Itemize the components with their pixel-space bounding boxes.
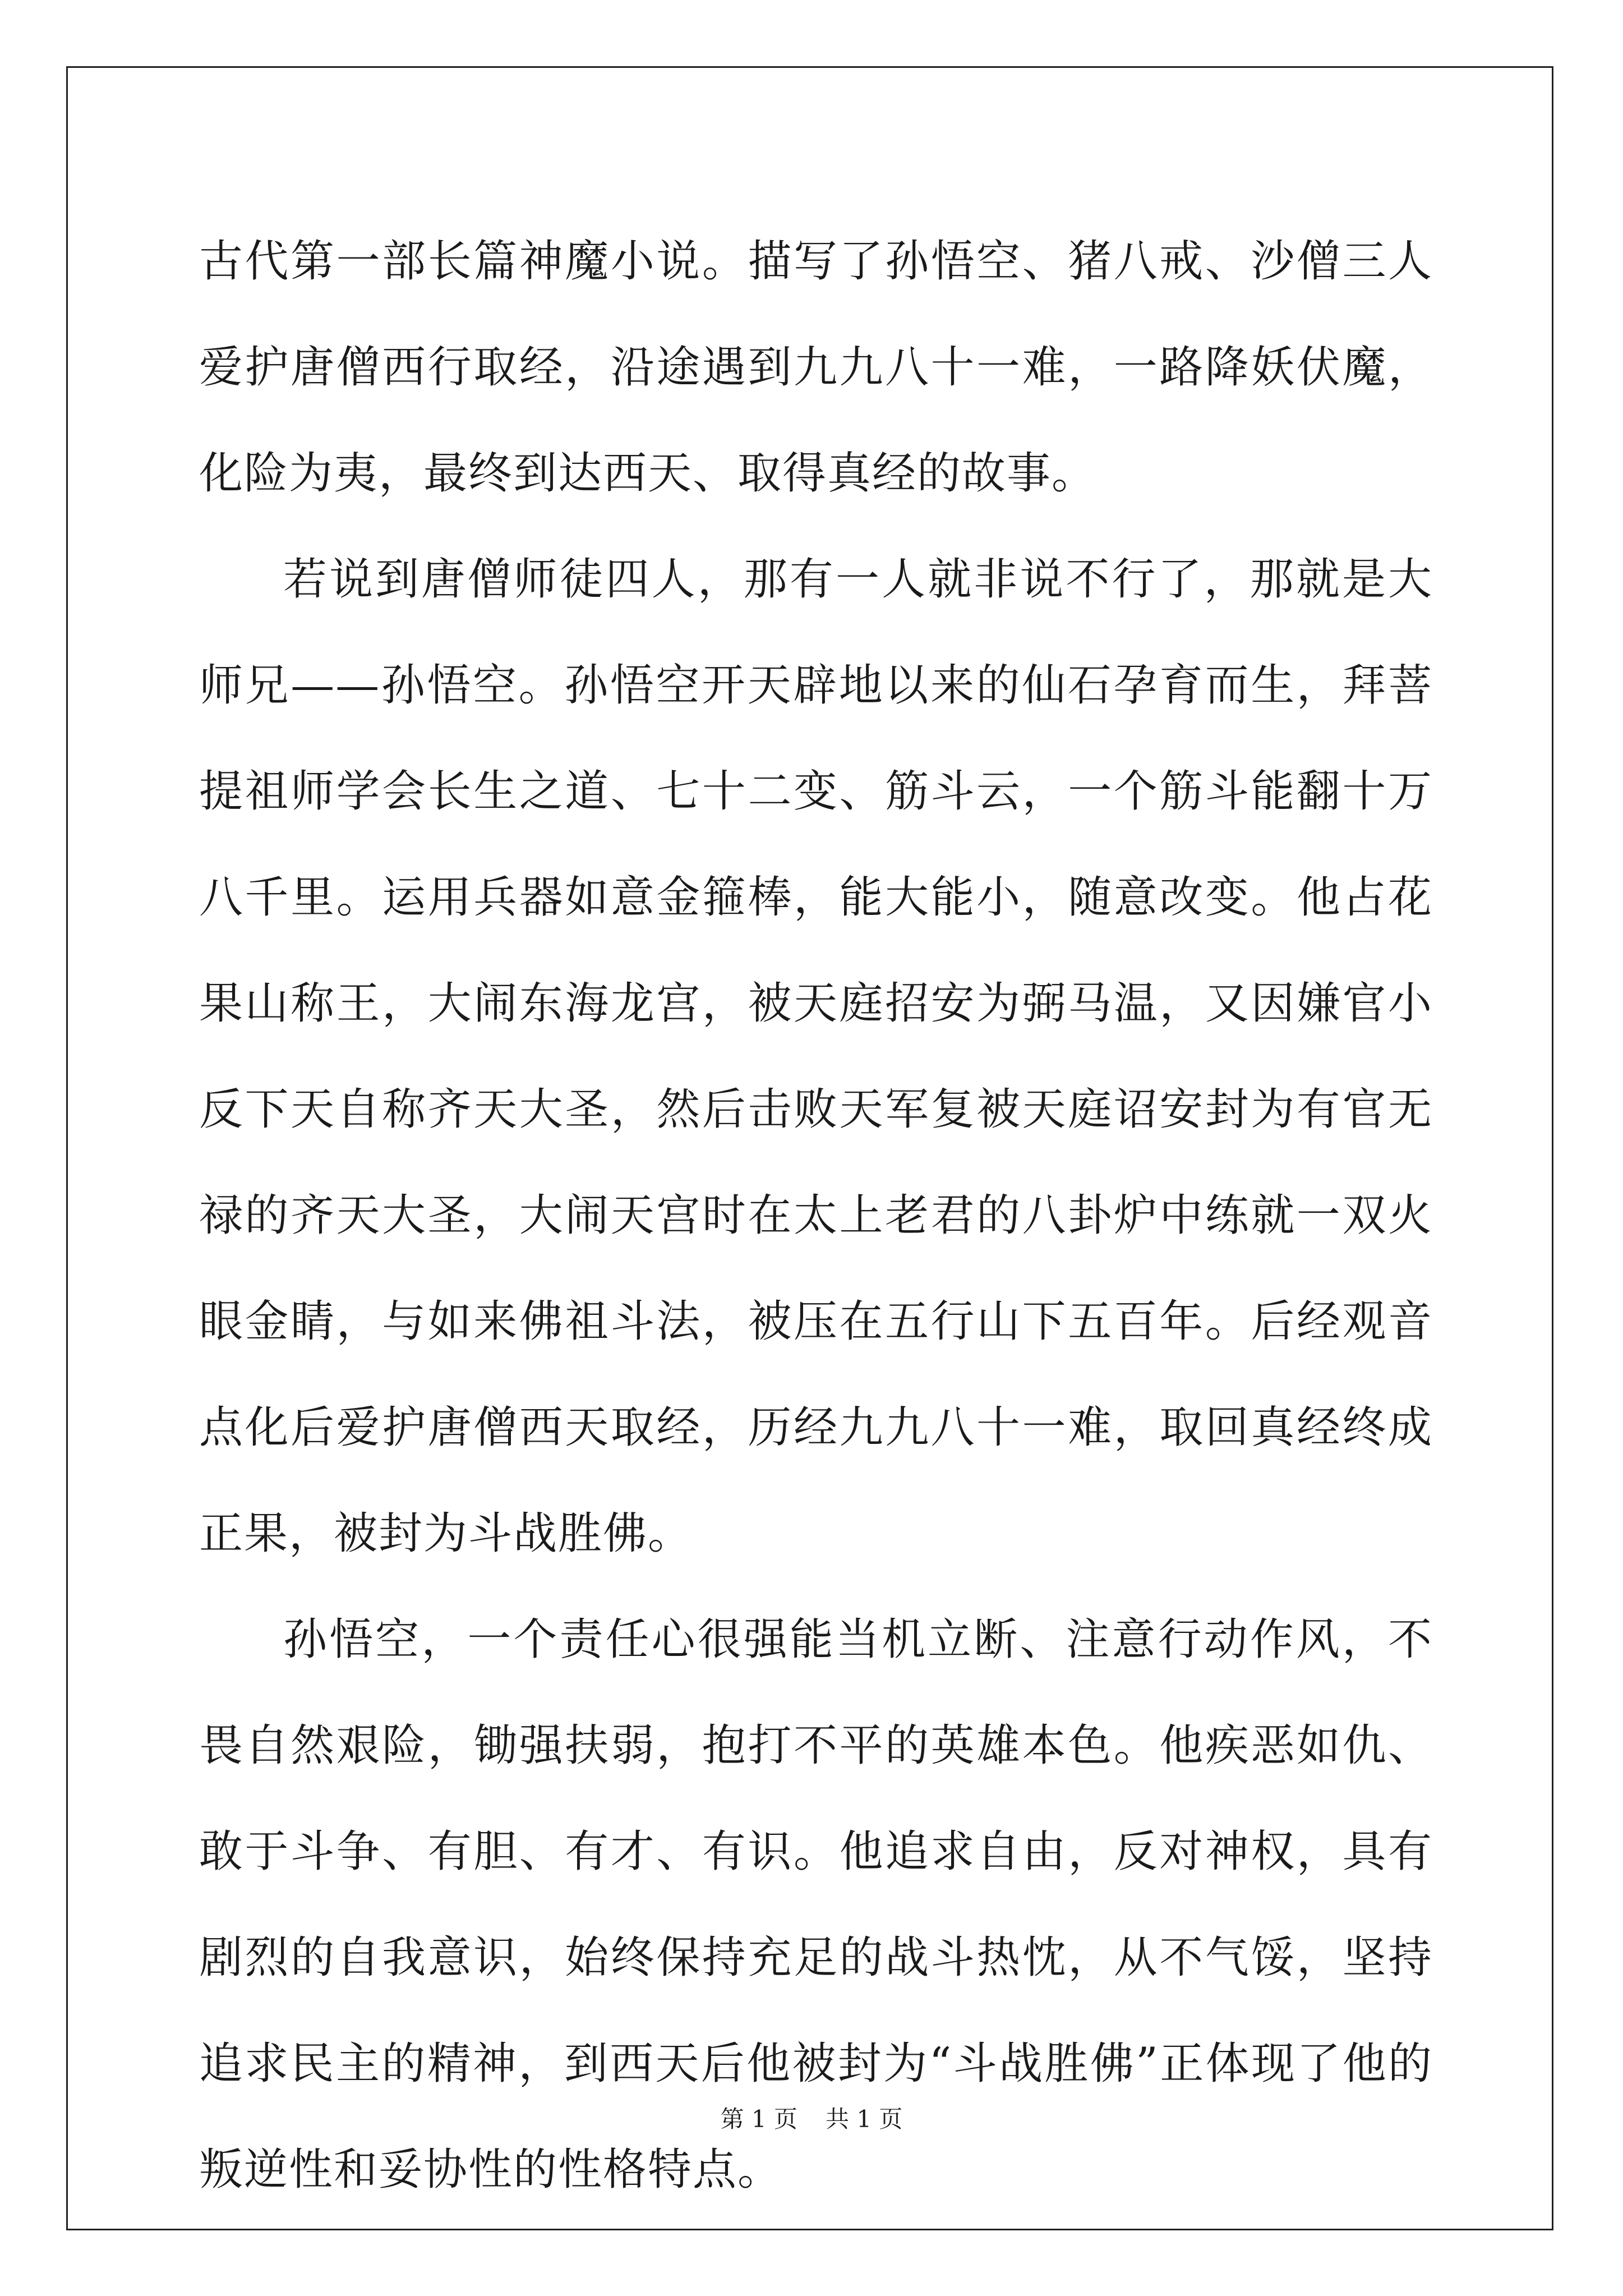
document-body xyxy=(199,209,1433,2223)
page-number: 第 1 页 xyxy=(720,2105,797,2133)
paragraph-intro: 古代第一部长篇神魔小说。描写了孙悟空、猪八戒、沙僧三人爱护唐僧西行取经，沿途遇到九九八十一难，一路降妖伏魔，化险为夷，最终到达西天、取得真经的故事。 xyxy=(199,236,1433,499)
page-total: 共 1 页 xyxy=(826,2105,903,2133)
paragraph-sun-wukong-character: 孙悟空，一个责任心很强能当机立断、注意行动作风，不畏自然艰险，锄强扶弱，抱打不平的英雄本色。他疾恶如仇、敢于斗争、有胆、有才、有识。他追求自由，反对神权，具有剧烈的自我意识，始终保持充足的战斗热忱，从不气馁，坚持追求民主的精神，到西天后他被封为“斗战胜佛”正体现了他的叛逆性和妥协性的性格特点。 xyxy=(199,1614,1433,2195)
page-footer xyxy=(0,2102,1623,2136)
paragraph-sun-wukong-origin: 若说到唐僧师徒四人，那有一人就非说不行了，那就是大师兄——孙悟空。孙悟空开天辟地以来的仙石孕育而生，拜菩提祖师学会长生之道、七十二变、筋斗云，一个筋斗能翻十万八千里。运用兵器如意金箍棒，能大能小，随意改变。他占花果山称王，大闹东海龙宫，被天庭招安为弼马温，又因嫌官小反下天自称齐天大圣，然后击败天军复被天庭诏安封为有官无禄的齐天大圣，大闹天宫时在太上老君的八卦炉中练就一双火眼金睛，与如来佛祖斗法，被压在五行山下五百年。后经观音点化后爱护唐僧西天取经，历经九九八十一难，取回真经终成正果，被封为斗战胜佛。 xyxy=(199,554,1433,1559)
